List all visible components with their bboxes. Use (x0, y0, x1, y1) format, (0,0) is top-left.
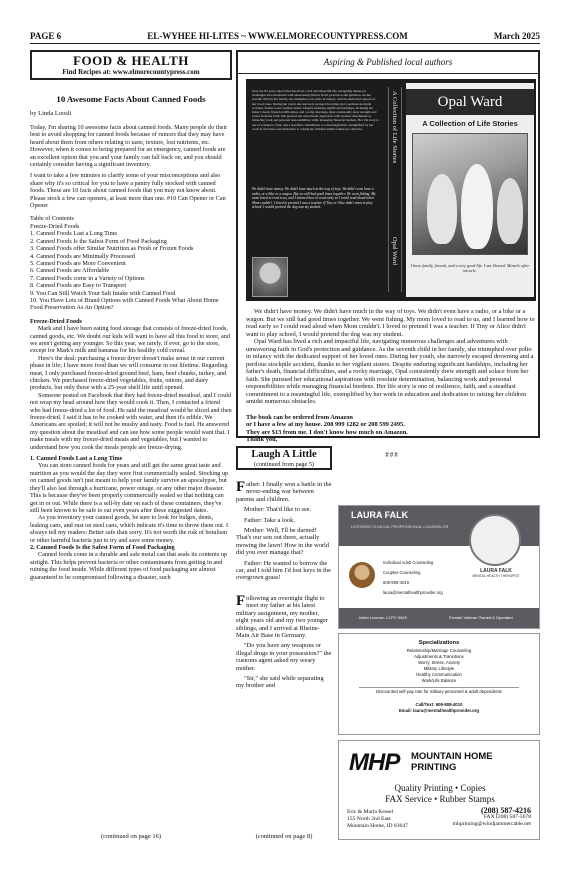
mhp-logo: MHP (349, 749, 400, 776)
subheading: Freeze-Dried Foods (30, 317, 82, 325)
spec-item: Healthy Communication (416, 672, 462, 677)
book-blurb: Over her 85 years, Opal Ward has lived a rich and impactful life, navigating numerous challenges and adventures with unwavering faith in God's protection and guidance. As the seventh child in her family, she triumphed over polio in infancy with the dedicated support of her loved ones. During her youth, she narrowly escaped drowning and a perilous stockpile accident, thanks to her vigilant sisters. Despite enduring significant hardships, including her father's death, financial difficulties, and a rocky marriage, Opal consistently drew strength and solace from her faith. She pursued her educational aspirations with resolute determination, balancing work and personal responsibilities while managing financial burdens. Her life story is one of resilience, faith, and a steadfast commitment to a meaningful life, exemplified by her work in education and dedication to raising her children amidst numerous obstacles. (252, 89, 379, 131)
toc-item: 1. Canned Foods Last a Long Time (30, 230, 118, 238)
service-list (383, 558, 443, 598)
authors-banner: Aspiring & Published local authors (238, 52, 538, 74)
ad-name: LAURA FALK (351, 510, 409, 520)
order-line: Thank you, (246, 436, 278, 443)
food-health-column (30, 50, 232, 840)
toc-item: 7. Canned Foods come in a Variety of Options (30, 274, 145, 282)
paragraph: Mark and I have been eating food storage that consists of freeze-dried foods, canned goods, etc. We doubt our kids will want to have all this food to store, and we aren't getting any younger. So this year, we rarely, if ever, go to the store, except for Mark's milk and bananas for his healthy cold cereal. (30, 325, 230, 355)
end-mark: ### (385, 450, 399, 459)
order-info (246, 414, 538, 444)
mhp-fax: FAX (208) 587-5678 (483, 814, 531, 821)
table-of-contents (30, 215, 232, 311)
toc-item: 6. Canned Foods are Affordable (30, 267, 110, 275)
toc-item: 10. You Have Lots of Brand Options with Canned Foods What About Home Food Preservation As An Option? (30, 296, 219, 312)
spec-item: Work/Life Balance (421, 678, 457, 683)
spec-item: Adjustments & Transitions (414, 654, 464, 659)
service-item: Individual Adult Counseling (383, 560, 434, 565)
toc-item: 8. Canned Foods are Easy to Transport (30, 282, 127, 290)
phone-text: 609-808-4010 (383, 580, 410, 585)
discount-note: Discounted self-pay rate for military personnel & adult dependents (359, 687, 519, 694)
paragraph: I want to take a few minutes to clarify some of your misconceptions and also share why it's so critical for you to have a pantry fully stocked with canned foods. These are 10 facts about canned foods that you may not know about. Please stock a few can openers, at least more than one. #10 Can Opener or Can Opener (30, 172, 226, 210)
toc-item: 4. Canned Foods are Minimally Processed (30, 252, 135, 260)
spine-author: Opal Ward (391, 237, 398, 266)
email-text: laura@mentalhealthprovider.org (383, 590, 443, 595)
joke-line: Father: He wanted to borrow the car, and I told him I'd lost keys in the overgrown grass! (236, 559, 331, 582)
page-header (30, 30, 540, 44)
paragraph: Here's the deal: purchasing a freeze dryer doesn't make sense in our current phase in life; I have more food than we will consume in our lifetime. Regarding meat, I only purchased freeze-dried ground beef, ham, beef chunks, turkey, and chicken. We purchased freeze-dried vegetables, fruits, onions, and dairy products, but only those with a 25-year shelf life until opened. (30, 354, 228, 392)
ad-footer-band (339, 608, 539, 628)
toc-item: 3. Canned Foods offer Similar Nutrition as Fresh or Frozen Foods (30, 245, 194, 253)
book-spine (388, 87, 402, 292)
ad-specializations (338, 633, 540, 735)
spec-item: Worry, Stress, Anxiety (418, 660, 460, 665)
spec-item: Relationship/Marriage Counseling (406, 648, 472, 653)
joke-line: "Sir," she said while separating my brother and (236, 674, 324, 690)
section-subtitle: Find Recipes at: www.elmorecountypress.com (62, 68, 200, 76)
ad-mountain-home-printing (338, 740, 540, 840)
food-health-box (30, 50, 232, 80)
joke-line: Mother: Well, I'll be darned! That's our son out there, actually mowing the lawn! How in the world did you ever manage that? (236, 527, 330, 557)
article-title: 10 Awesome Facts About Canned Foods (56, 94, 206, 104)
page-number: PAGE 6 (30, 31, 62, 41)
mhp-contact (453, 807, 531, 829)
ad-role: LICENSED CLINICAL PROFESSIONAL COUNSELOR (351, 524, 449, 529)
contact-info: Call/Text: 609-808-4010 Email: laura@mentalhealthprovider.org (398, 702, 480, 713)
book-cover-image (246, 79, 536, 301)
paragraph: Today, I'm sharing 10 awesome facts about canned foods. Many people do their best to avoid shopping for canned foods because of rumors that they may have heard about them from others relating to taste, texture, lost nutrients, etc. However, when it comes to being prepared for an emergency, canned foods are an excellent option that you and your family can fall back on, and you should certainly consider having a significant inventory. (30, 124, 228, 169)
cover-photo (412, 133, 528, 255)
mhp-address: Eric & Marla Kessel 155 North 2nd East Mountain Home, ID 83647 (347, 809, 408, 830)
mhp-brand: MOUNTAIN HOME PRINTING (411, 751, 493, 773)
laugh-box (236, 446, 332, 470)
continued-note: (continued on page 16) (100, 833, 162, 840)
veteran-text: Female Veteran Owned & Operated (449, 615, 513, 620)
order-line: or I have a few at my house. 208 999 1282 or 208 599 2495. (246, 421, 405, 428)
paragraph: As you inventory your canned goods, be sure to look for bulges, dents, leaking cans, and rust on steel cans, which indicate it's time to throw them out. I always tell my readers: Better safe than sorry. It's not worth the risk of botulism or other harmful bacteria just to try and save some money. (30, 514, 229, 544)
laugh-subtitle: (continued from page 5) (254, 461, 314, 468)
cover-subtitle: A Collection of Life Stories (422, 119, 518, 128)
joke-line: "Do you have any weapons or illegal drugs in your possession?" the customs agent asked my weary mother. (236, 642, 332, 672)
mhp-services: Quality Printing • Copies FAX Service • Rubber Stamps (385, 783, 495, 804)
brain-logo-icon (469, 514, 521, 566)
joke-line: Mother: That'd like to see. (244, 506, 312, 514)
logo-text: LAURA FALK MENTAL HEALTH THERAPIST (472, 568, 520, 578)
author-article (246, 308, 538, 459)
spec-list (339, 648, 539, 684)
joke-line: Following an overnight flight to meet my father at his latest military assignment, my mother, eight years old and my two younger siblings, and I arrived at Rheine-Main Air Base in Germany. (236, 592, 328, 639)
cover-caption: I have family, friends, and a very good life. I am blessed. Miracle after miracle. (410, 263, 530, 274)
counselor-photo (349, 562, 375, 588)
toc-item: 2. Canned Foods Is the Safest Form of Food Packaging (30, 237, 167, 245)
book-quote: We didn't have money. We didn't have much in the way of toys. We didn't even have a radio, or a bike or a wagon. But we still had good times together. We went fishing. My mom loved to read to us, and I learned how to read early so I could read aloud when Mom couldn't. I loved to pretend I was a teacher. If Tiny or Alice didn't want to play school, I would pretend the dog was my student. (252, 187, 376, 210)
laugh-a-little-column (236, 446, 332, 840)
spec-title: Specializations (418, 640, 460, 646)
joke-line: Father: I finally won a battle in the never-ending war between parents and children. (236, 479, 332, 503)
paragraph: Canned foods come in a durable and safe metal can that seals its contents up airtight. This helps prevent bacteria or other contaminants from getting in and ruining the food inside. While different types of food packaging are almost guaranteed to be compromised following a disaster, such (30, 551, 228, 581)
continued-note: (continued on page 8) (255, 833, 313, 840)
toc-item: 9. You Can Still Watch Your Salt Intake with Canned Food (30, 289, 176, 297)
issue-date: March 2025 (493, 31, 540, 41)
book-front-cover (406, 83, 534, 297)
masthead: EL-WYHEE HI-LITES ~ WWW.ELMORECOUNTYPRESS.COM (147, 31, 408, 41)
drop-cap: F (236, 479, 246, 495)
cover-author-name: Opal Ward (406, 89, 534, 115)
toc-title: Table of Contents (30, 215, 74, 223)
mhp-phone: (208) 587-4216 (481, 806, 531, 815)
laugh-title: Laugh A Little (251, 449, 317, 460)
paragraph: We didn't have money. We didn't have much in the way of toys. We didn't even have a radio, or a bike or a wagon. But we still had good times together. We went fishing. My mom loved to read to us, and I learned how to read early so I could read aloud when Mom couldn't. I loved to pretend I was a teacher. If Tiny or Alice didn't want to play school, I would pretend the dog was my student. (246, 308, 535, 338)
subheading: 1. Canned Foods Last a Long Time (30, 455, 123, 463)
order-line: They are $13 from me. I don't know how much on Amazon. (246, 428, 408, 436)
joke-line: Father: Take a look. (244, 516, 295, 524)
spine-title: A Collection of Life Stories (391, 91, 398, 164)
paragraph: Opal Ward has lived a rich and impactful life, navigating numerous challenges and adventures with unwavering faith in God's protection and guidance. As the seventh child in her family, she triumphed over polio in infancy with the dedicated support of her loved ones. During her youth, she narrowly escaped drowning and a perilous stockpile accident, thanks to her vigilant sisters. Despite enduring significant hardships, including her father's death, financial difficulties, and a rocky marriage, Opal consistently drew strength and solace from her faith. She pursued her educational aspirations with resolute determination, balancing work and personal responsibilities while managing financial burdens. Her life story is one of resilience, faith, and a steadfast commitment to a meaningful life, exemplified by her work in education and dedication to raising her children amidst numerous obstacles. (246, 338, 534, 405)
section-title: FOOD & HEALTH (73, 53, 189, 68)
drop-cap: F (236, 592, 246, 609)
author-photo (252, 257, 288, 297)
order-line: The book can be ordered from Amazon (246, 413, 353, 421)
paragraph: Someone posted on Facebook that they had freeze-dried meatloaf, and I could not wrap my head around how they would cook it. Then, I contacted a friend who had freeze-dried a lot of food. He said the meatloaf would be sliced and then freeze-dried. I said it has to be cooked with water, and then it's edible. We Americans are spoiled; it will not be mushy and tasty. Food is fuel. He answered my question about the meatloaf and can see how some people would want that. I make meals with my freeze-dried meats and vegetables, but I wanted to understand how you cook the meals people are freeze-drying. (30, 391, 232, 451)
article-byline: by Linda Loosli (30, 110, 72, 117)
toc-item: Freeze-Dried Foods (30, 222, 80, 230)
paragraph: You can store canned foods for years and still get the same great taste and nutrition as you would the day they were first commercially sealed. Stocking up on canned goods isn't just meant to help your family survive an apocalypse, but they'll also last through a hurricane, power outage, or any other major disaster. This is because they've been properly commercially sealed so that nothing can get in or out. While there is a sell-by date on each of these containers, they've still been known to be safe to eat even years after these suggested dates. (30, 462, 229, 514)
ad-laura-falk (338, 505, 540, 629)
service-item: Couples Counseling (383, 570, 421, 575)
license-text: Idaho License: LCPC 9549 (359, 615, 407, 620)
toc-item: 5. Canned Foods are More Convenient (30, 259, 126, 267)
subheading: 2. Canned Foods Is the Safest Form of Food Packaging (30, 543, 175, 551)
mhp-email: mhprinting@windjammercable.net (452, 821, 531, 828)
spec-item: Military Lifestyle (423, 666, 455, 671)
